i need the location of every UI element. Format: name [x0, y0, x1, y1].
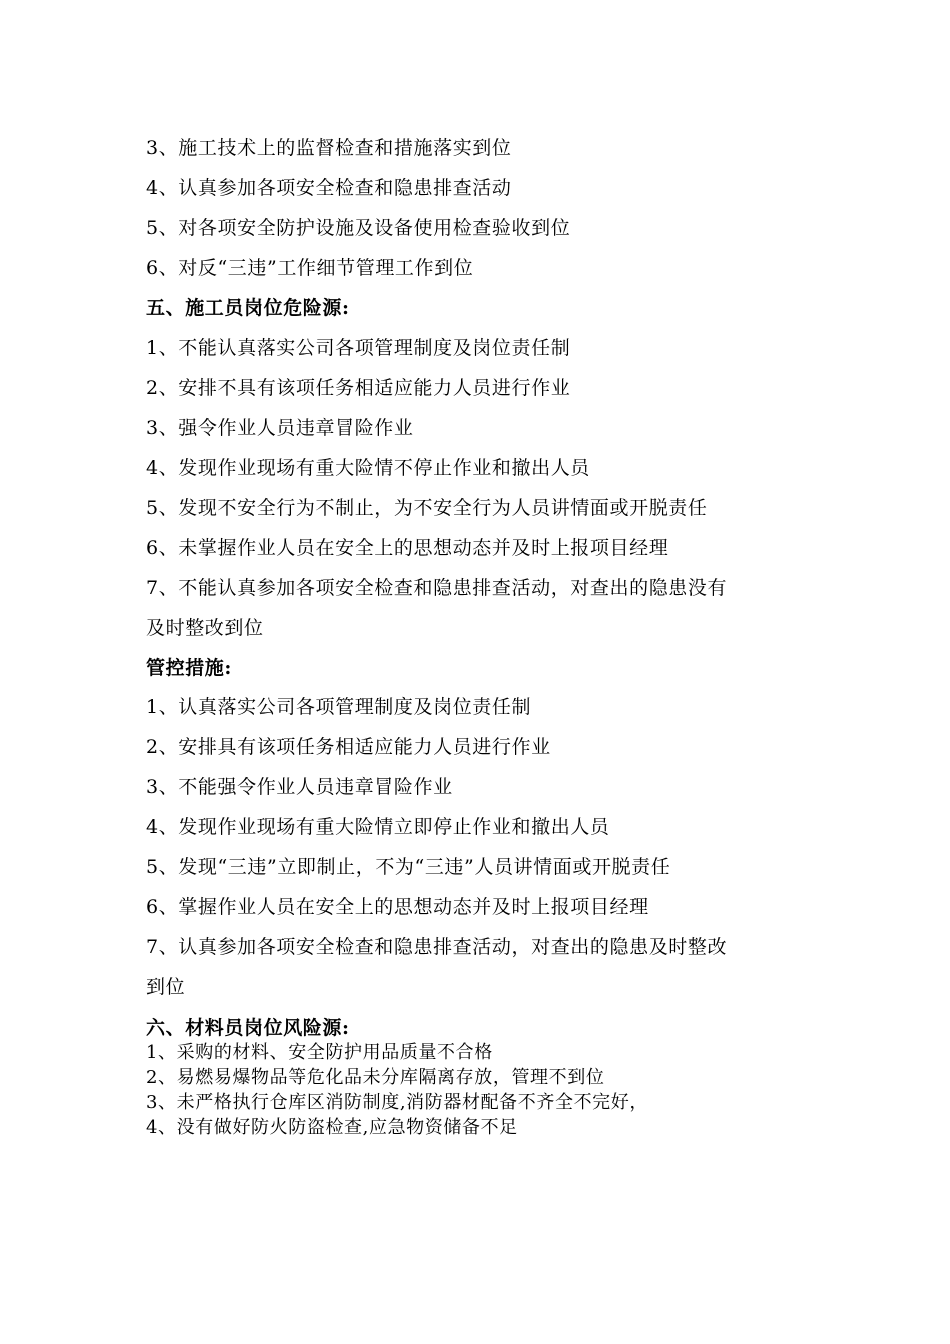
section5-measures-heading: 管控措施: — [146, 657, 233, 679]
section5-risk-1: 1、不能认真落实公司各项管理制度及岗位责任制 — [146, 337, 571, 359]
section5-risk-2: 2、安排不具有该项任务相适应能力人员进行作业 — [146, 377, 571, 399]
section6-heading: 六、材料员岗位风险源: — [146, 1017, 350, 1039]
section5-risk-3: 3、强令作业人员违章冒险作业 — [146, 417, 414, 439]
section5-risk-7: 7、不能认真参加各项安全检查和隐患排查活动，对查出的隐患没有 — [146, 577, 728, 599]
section6-risk-3: 3、未严格执行仓库区消防制度,消防器材配备不齐全不完好， — [146, 1092, 648, 1113]
measure-item-6: 6、对反“三违”工作细节管理工作到位 — [146, 257, 474, 279]
section5-risk-6: 6、未掌握作业人员在安全上的思想动态并及时上报项目经理 — [146, 537, 669, 559]
section5-measure-7-continued: 到位 — [146, 976, 186, 998]
measure-item-4: 4、认真参加各项安全检查和隐患排查活动 — [146, 177, 512, 199]
section5-measure-1: 1、认真落实公司各项管理制度及岗位责任制 — [146, 696, 532, 718]
section5-risk-5: 5、发现不安全行为不制止，为不安全行为人员讲情面或开脱责任 — [146, 497, 708, 519]
measure-item-5: 5、对各项安全防护设施及设备使用检查验收到位 — [146, 217, 571, 239]
section5-measure-6: 6、掌握作业人员在安全上的思想动态并及时上报项目经理 — [146, 896, 649, 918]
section5-measure-5: 5、发现“三违”立即制止，不为“三违”人员讲情面或开脱责任 — [146, 856, 671, 878]
section5-measure-2: 2、安排具有该项任务相适应能力人员进行作业 — [146, 736, 551, 758]
section6-risk-2: 2、易燃易爆物品等危化品未分库隔离存放，管理不到位 — [146, 1067, 605, 1088]
section5-risk-4: 4、发现作业现场有重大险情不停止作业和撤出人员 — [146, 457, 590, 479]
measure-item-3: 3、施工技术上的监督检查和措施落实到位 — [146, 137, 512, 159]
section5-risk-7-continued: 及时整改到位 — [146, 617, 264, 639]
section5-measure-7: 7、认真参加各项安全检查和隐患排查活动，对查出的隐患及时整改 — [146, 936, 728, 958]
section6-risk-4: 4、没有做好防火防盗检查,应急物资储备不足 — [146, 1117, 518, 1138]
section5-heading: 五、施工员岗位危险源: — [146, 297, 350, 319]
section5-measure-3: 3、不能强令作业人员违章冒险作业 — [146, 776, 453, 798]
section5-measure-4: 4、发现作业现场有重大险情立即停止作业和撤出人员 — [146, 816, 610, 838]
section6-risk-1: 1、采购的材料、安全防护用品质量不合格 — [146, 1042, 493, 1063]
